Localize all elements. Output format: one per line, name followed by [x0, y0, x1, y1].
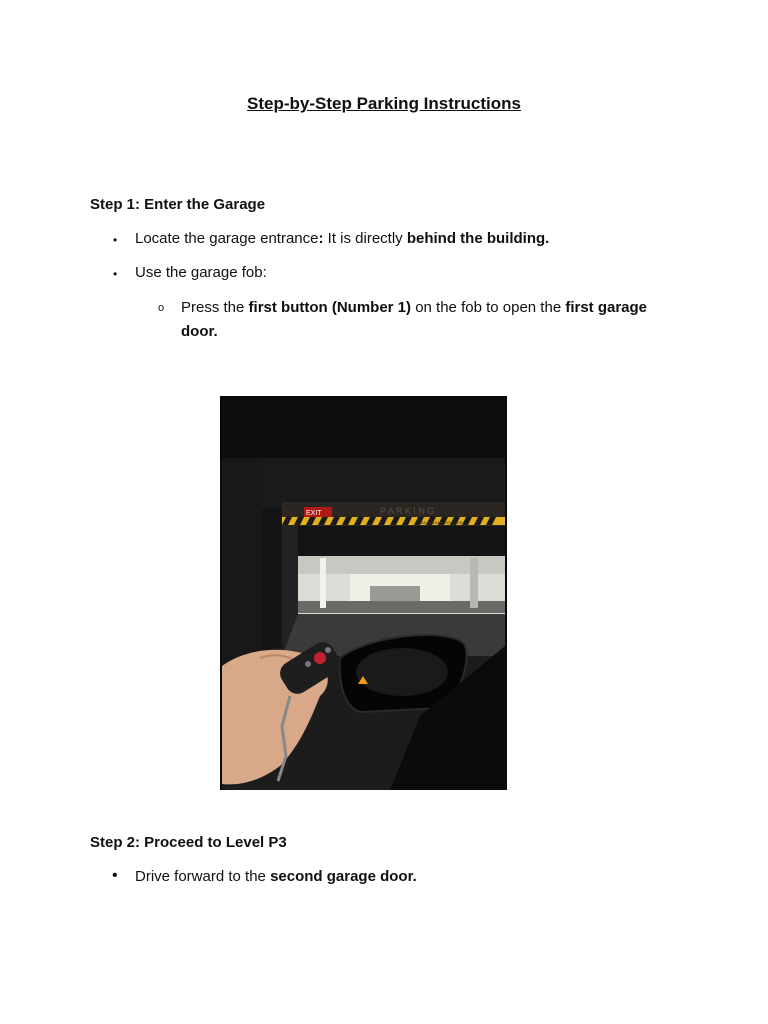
clearance-sign-text: MAXIMUM HEIGHT 6'8" [420, 520, 464, 525]
bullet-bold-text: second garage door. [270, 868, 417, 885]
sub-bullet-text: Press the [181, 299, 249, 316]
hazard-stripe [282, 517, 505, 525]
sub-bullet-bold-text: first garage door. [181, 299, 648, 340]
sub-bullet-bold-text: first button (Number 1) [248, 299, 412, 316]
garage-entrance-photo [220, 396, 507, 790]
bullet-bold-text: behind the building. [406, 230, 550, 247]
bullet-colon: : [318, 230, 324, 247]
sub-bullet-marker: o [158, 302, 165, 314]
step-2-bullet-1 [135, 866, 417, 888]
step-1-heading: Step 1: Enter the Garage [90, 196, 266, 213]
bullet-text: Locate the garage entrance [135, 230, 319, 247]
sub-bullet-text: on the fob to open the [411, 299, 566, 316]
bullet-text: It is directly [323, 230, 407, 247]
step-1-bullet-1 [135, 228, 549, 250]
bullet-marker: • [113, 233, 118, 247]
parking-sign-text: P A R K I N G [380, 506, 435, 516]
bullet-marker: • [112, 867, 118, 884]
step-1-sub-bullet-1 [181, 296, 681, 344]
step-1-bullet-2 [135, 262, 267, 284]
step-2-heading: Step 2: Proceed to Level P3 [90, 834, 287, 851]
exit-sign-text: EXIT [306, 510, 322, 517]
bullet-marker: • [113, 267, 118, 281]
bullet-text: Drive forward to the [135, 868, 271, 885]
bullet-text: Use the garage fob: [135, 264, 267, 281]
page-title: Step-by-Step Parking Instructions [247, 94, 521, 113]
